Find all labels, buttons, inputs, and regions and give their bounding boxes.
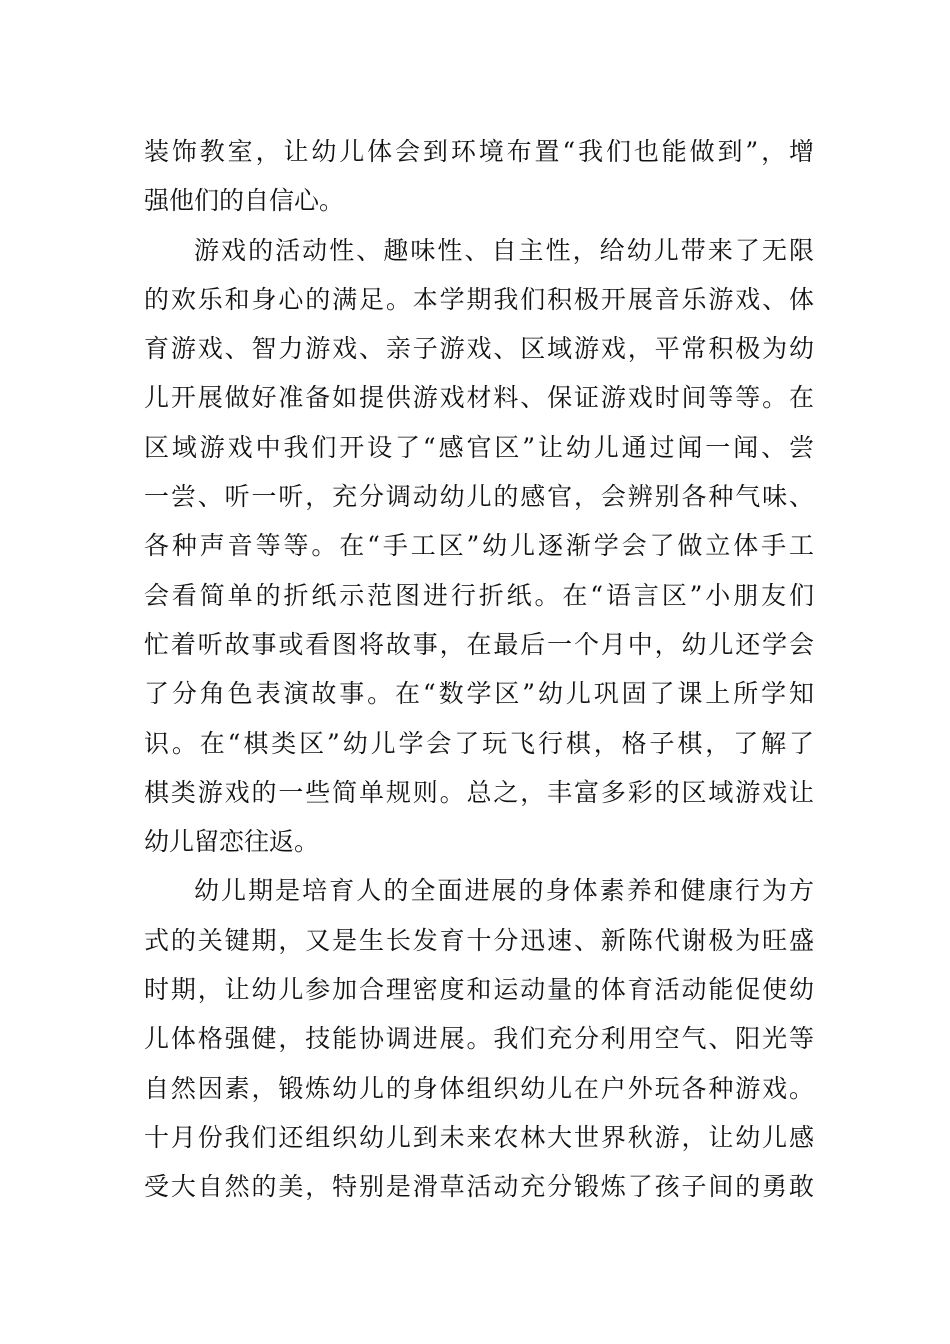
text-line: 十月份我们还组织幼儿到未来农林大世界秋游，让幼儿感 [144, 1122, 814, 1152]
text-line: 一尝、听一听，充分调动幼儿的感官，会辨别各种气味、 [144, 482, 814, 512]
text-line: 育游戏、智力游戏、亲子游戏、区域游戏，平常积极为幼 [144, 334, 814, 364]
paragraph [144, 866, 814, 1211]
text-line: 强他们的自信心。 [144, 186, 345, 216]
text-line: 儿开展做好准备如提供游戏材料、保证游戏时间等等。在 [144, 383, 814, 413]
text-line: 受大自然的美，特别是滑草活动充分锻炼了孩子间的勇敢 [144, 1172, 814, 1202]
text-line: 幼儿留恋往返。 [144, 827, 320, 857]
text-line: 各种声音等等。在“手工区”幼儿逐渐学会了做立体手工 [144, 531, 814, 561]
text-line: 时期，让幼儿参加合理密度和运动量的体育活动能促使幼 [144, 975, 814, 1005]
text-line: 忙着听故事或看图将故事，在最后一个月中，幼儿还学会 [144, 629, 814, 659]
text-line: 了分角色表演故事。在“数学区”幼儿巩固了课上所学知 [144, 679, 814, 709]
text-line: 儿体格强健，技能协调进展。我们充分利用空气、阳光等 [144, 1024, 814, 1054]
text-line: 会看简单的折纸示范图进行折纸。在“语言区”小朋友们 [144, 580, 814, 610]
document-body [144, 127, 814, 1212]
text-line: 装饰教室，让幼儿体会到环境布置“我们也能做到”，增 [144, 137, 814, 166]
text-line: 区域游戏中我们开设了“感官区”让幼儿通过闻一闻、尝 [144, 432, 814, 462]
text-line: 的欢乐和身心的满足。本学期我们积极开展音乐游戏、体 [144, 284, 814, 314]
paragraph [144, 226, 814, 867]
text-line: 幼儿期是培育人的全面进展的身体素养和健康行为方 [194, 876, 814, 906]
text-line: 棋类游戏的一些简单规则。总之，丰富多彩的区域游戏让 [144, 777, 814, 807]
paragraph [144, 127, 814, 226]
text-line: 自然因素，锻炼幼儿的身体组织幼儿在户外玩各种游戏。 [144, 1073, 814, 1103]
text-line: 游戏的活动性、趣味性、自主性，给幼儿带来了无限 [194, 235, 814, 265]
text-line: 式的关键期，又是生长发育十分迅速、新陈代谢极为旺盛 [144, 925, 814, 955]
text-line: 识。在“棋类区”幼儿学会了玩飞行棋，格子棋，了解了 [144, 728, 814, 758]
